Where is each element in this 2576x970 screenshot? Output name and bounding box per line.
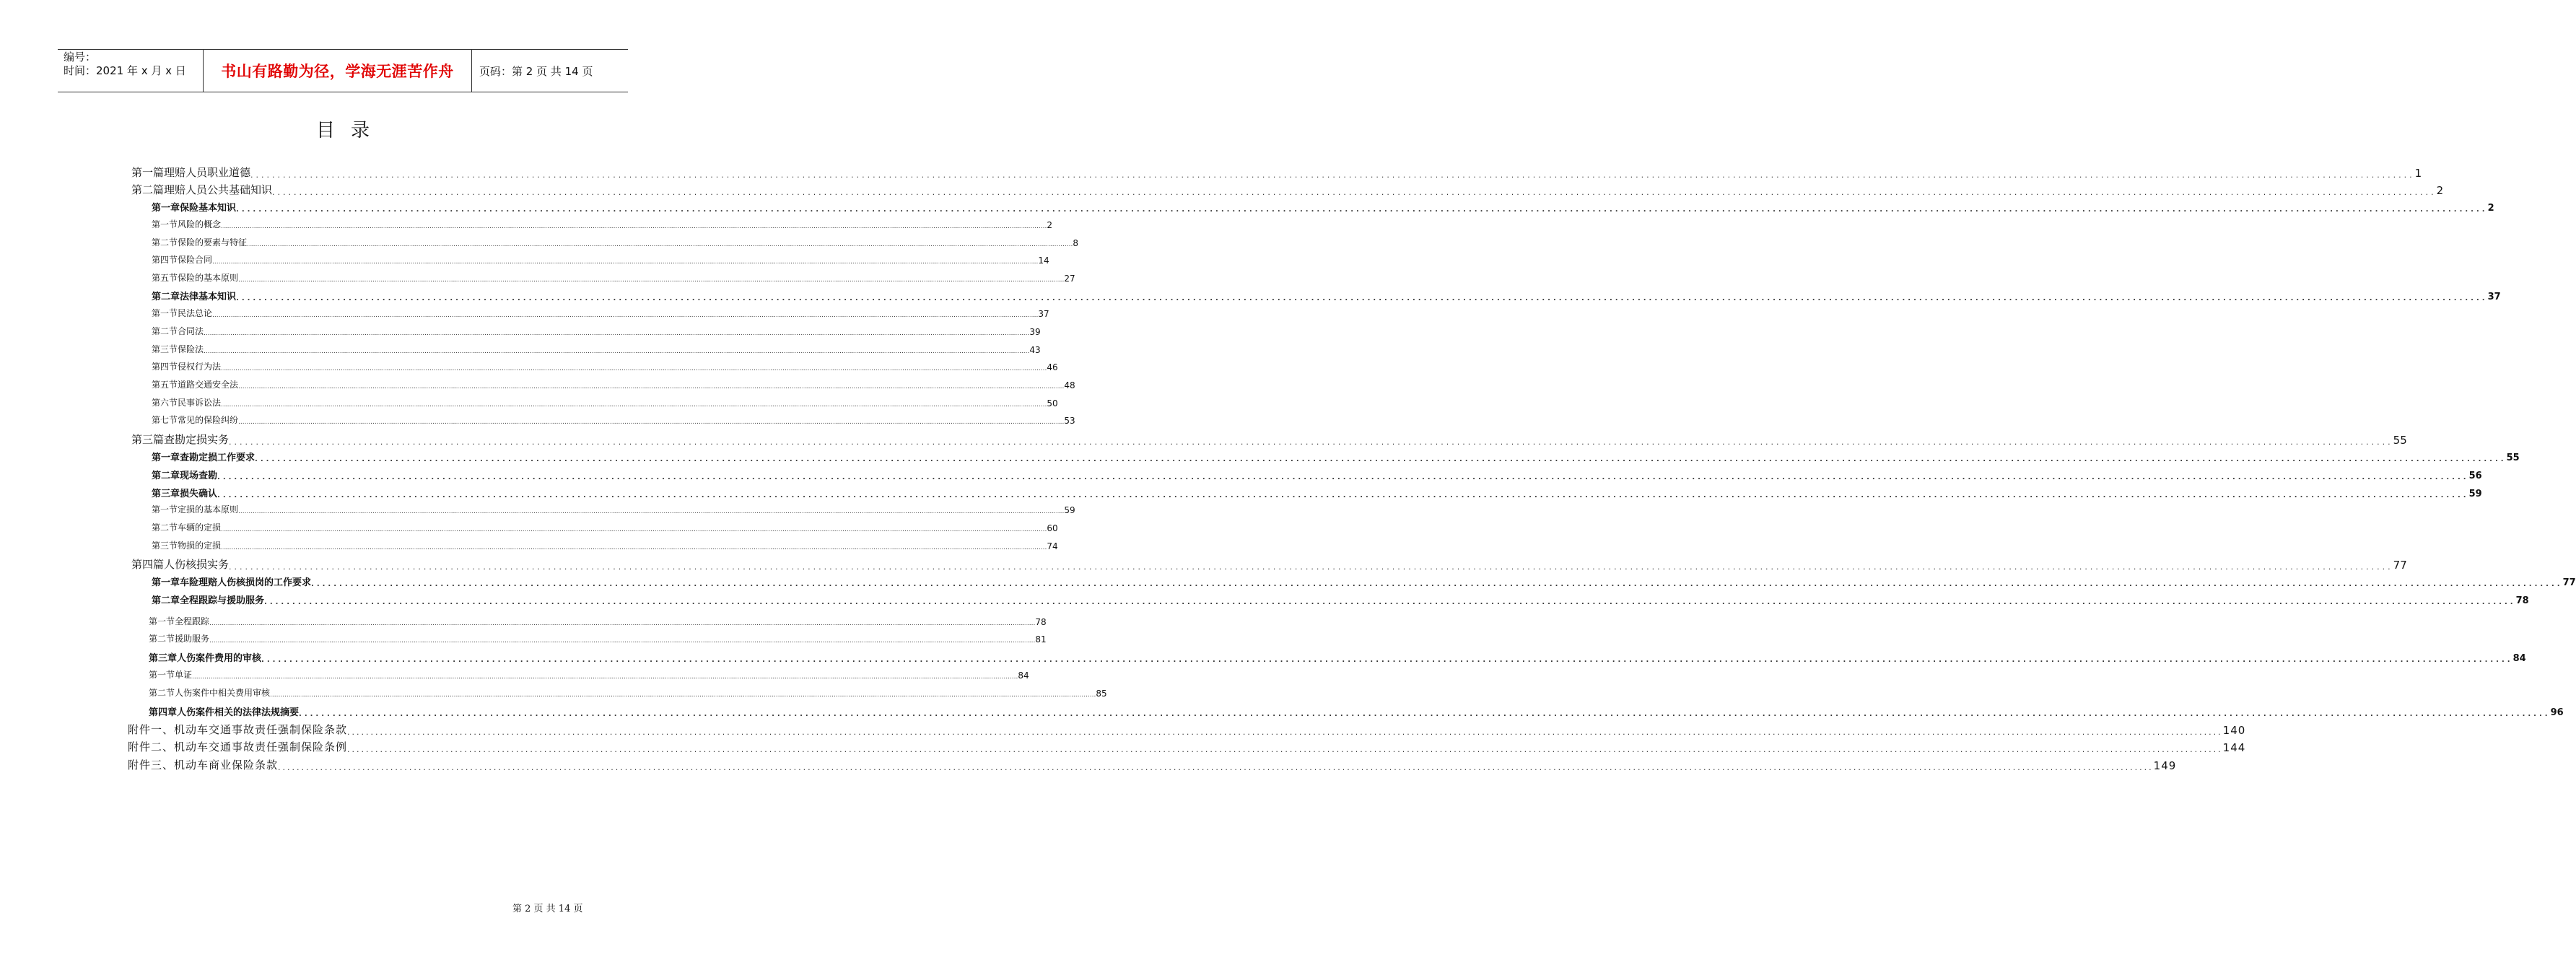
toc-leader-dots: ................................................................................................................................................................................................................................................................................................................................................................................................................ [221,223,1047,230]
toc-leader-dots: ................................................................................................................................................................................................................................................................................................................................................................................................................ [212,312,1039,319]
toc-entry [152,360,1058,372]
toc-entry-title: 人伤案件中相关费用审核 [175,688,271,698]
toc-entry-number: 第三节 [152,344,178,354]
toc-entry [152,271,1075,284]
toc-entry-title: 合同法 [178,326,204,336]
toc-entry-title: 附件二、机动车交通事故责任强制保险条例 [128,740,348,753]
toc-leader-dots: ................................................................................................................................................................................................................................................................................................................................................................................................................ [192,673,1018,681]
toc-entry-title: 全程跟踪 [175,616,210,626]
toc-entry-number: 第三节 [152,541,178,551]
toc-entry [131,432,2407,447]
toc-entry-number: 第一章 [152,577,180,588]
toc-entry-page: 43 [1029,345,1041,355]
toc-entry-page: 2 [2487,203,2494,214]
toc-entry-page: 59 [1064,505,1075,515]
toc-entry-page: 96 [2550,707,2564,718]
toc-entry [149,615,1047,627]
toc-entry [152,200,2494,214]
toc-entry-page: 78 [1035,617,1047,627]
toc-entry-number: 第一节 [152,504,178,515]
toc-entry [152,414,1075,426]
toc-leader-dots: ................................................................................................................................................................................................................................................................................................................................................................................................................ [236,206,2488,214]
toc-leader-dots: ................................................................................................................................................................................................................................................................................................................................................................................................................ [221,544,1047,551]
toc-entry-page: 2 [1047,220,1053,230]
toc-entry [152,218,1053,230]
toc-entry-title: 援助服务 [175,634,210,644]
toc-leader-dots: ................................................................................................................................................................................................................................................................................................................................................................................................................ [217,473,2469,481]
toc-entry-page: 78 [2515,595,2529,606]
toc-entry-title: 民法总论 [178,308,213,318]
toc-entry-title: 全程跟踪与援助服务 [180,595,265,606]
toc-entry-number: 第二章 [152,471,180,481]
toc-entry-page: 84 [1018,670,1029,681]
toc-leader-dots: ................................................................................................................................................................................................................................................................................................................................................................................................................ [255,455,2507,463]
toc-entry-title: 物损的定损 [178,541,222,551]
toc-entry [152,378,1075,390]
toc-entry [131,556,2407,572]
toc-entry [131,165,2422,180]
toc-entry [152,521,1058,533]
toc-leader-dots: ................................................................................................................................................................................................................................................................................................................................................................................................................ [204,348,1030,355]
time-label: 时间：2021 年 x 月 x 日 [64,64,186,77]
toc-entry-title: 查勘定损实务 [164,433,230,446]
page-footer: 第 2 页 共 14 页 [512,904,583,914]
toc-entry [152,307,1049,319]
toc-entry-page: 59 [2468,489,2482,499]
toc-entry-page: 56 [2468,471,2482,481]
toc-entry [149,704,2564,718]
toc-entry-title: 风险的概念 [178,219,222,230]
toc-entry [128,757,2177,772]
toc-entry [149,632,1047,645]
toc-entry-number: 第四篇 [131,558,165,571]
toc-entry-number: 第四节 [152,255,178,265]
toc-entry-title: 保险法 [178,344,204,354]
toc-leader-dots: ................................................................................................................................................................................................................................................................................................................................................................................................................ [209,637,1036,645]
toc-entry [152,396,1058,408]
toc-entry-number: 第五节 [152,380,178,390]
toc-entry-page: 39 [1029,327,1041,337]
toc-entry [152,450,2520,463]
toc-leader-dots: ................................................................................................................................................................................................................................................................................................................................................................................................................ [261,656,2513,664]
toc-leader-dots: ................................................................................................................................................................................................................................................................................................................................................................................................................ [221,526,1047,533]
toc-entry [152,539,1058,551]
toc-entry-title: 民事诉讼法 [178,398,222,408]
toc-entry-number: 第一节 [149,670,175,680]
toc-entry [152,503,1075,515]
header-left-cell [58,50,204,92]
code-label: 编号： [64,51,97,64]
toc-entry-number: 第六节 [152,398,178,408]
toc-entry-title: 定损的基本原则 [178,504,239,515]
toc-entry-number: 第一节 [152,219,178,230]
toc-entry-title: 人伤核损实务 [164,558,230,571]
toc-entry-page: 85 [1096,689,1107,699]
toc-entry-page: 50 [1047,398,1058,408]
toc-entry-number: 第一节 [149,616,175,626]
toc-entry-title: 附件一、机动车交通事故责任强制保险条款 [128,723,348,736]
toc-entry-title: 理赔人员公共基础知识 [164,183,273,196]
toc-entry-number: 第一章 [152,203,180,214]
toc-entry-title: 法律基本知识 [180,292,237,302]
toc-entry-title: 保险的基本原则 [178,273,239,283]
toc-leader-dots: ................................................................................................................................................................................................................................................................................................................................................................................................................ [212,258,1039,266]
toc-entry-number: 第四章 [149,707,178,718]
toc-entry-page: 8 [1073,238,1079,248]
toc-entry-page: 149 [2153,759,2177,772]
toc-leader-dots: ................................................................................................................................................................................................................................................................................................................................................................................................................ [238,419,1065,426]
toc-entry-page: 2 [2436,184,2444,197]
toc-leader-dots: ................................................................................................................................................................................................................................................................................................................................................................................................................ [270,691,1096,699]
toc-leader-dots: ................................................................................................................................................................................................................................................................................................................................................................................................................ [229,562,2393,572]
toc-leader-dots: ................................................................................................................................................................................................................................................................................................................................................................................................................ [311,580,2563,588]
toc-entry [149,650,2526,664]
toc-entry-page: 81 [1035,634,1047,645]
toc-entry [149,686,1107,699]
toc-entry [152,325,1041,337]
toc-entry-page: 140 [2222,724,2246,737]
toc-entry-title: 车辆的定损 [178,523,222,533]
toc-entry-number: 第二章 [152,292,180,302]
toc-entry-title: 单证 [175,670,193,680]
toc-leader-dots: ................................................................................................................................................................................................................................................................................................................................................................................................................ [221,401,1047,408]
toc-entry-number: 第三章 [152,489,180,499]
toc-entry-title: 人伤案件相关的法律法规摘要 [177,707,300,718]
toc-entry-title: 查勘定损工作要求 [180,453,256,463]
toc-entry-page: 55 [2506,453,2520,463]
toc-entry-title: 现场查勘 [180,471,218,481]
toc-leader-dots: ................................................................................................................................................................................................................................................................................................................................................................................................................ [250,170,2415,180]
toc-entry [152,289,2501,302]
toc-leader-dots: ................................................................................................................................................................................................................................................................................................................................................................................................................ [264,598,2516,606]
toc-leader-dots: ................................................................................................................................................................................................................................................................................................................................................................................................................ [347,745,2223,754]
toc-entry-page: 14 [1038,255,1049,266]
toc-entry [131,182,2444,197]
toc-leader-dots: ................................................................................................................................................................................................................................................................................................................................................................................................................ [238,276,1065,284]
toc-entry-number: 第一章 [152,453,180,463]
toc-entry-page: 77 [2562,577,2576,588]
toc-entry-page: 74 [1047,541,1058,551]
toc-entry-number: 第二节 [152,523,178,533]
toc-entry-title: 人伤案件费用的审核 [177,653,262,664]
toc-entry [152,468,2482,481]
toc-entry-number: 第二节 [152,326,178,336]
toc-entry-page: 144 [2222,741,2246,754]
toc-entry-number: 第七节 [152,415,178,425]
toc-leader-dots: ................................................................................................................................................................................................................................................................................................................................................................................................................ [238,508,1065,515]
toc-leader-dots: ................................................................................................................................................................................................................................................................................................................................................................................................................ [347,728,2223,737]
toc-entry [152,486,2482,499]
toc-leader-dots: ................................................................................................................................................................................................................................................................................................................................................................................................................ [221,365,1047,372]
toc-entry-number: 第三章 [149,653,178,664]
toc-entry-number: 第二节 [149,688,175,698]
toc-entry-number: 第二章 [152,595,180,606]
page-header [58,49,628,92]
toc-leader-dots: ................................................................................................................................................................................................................................................................................................................................................................................................................ [278,763,2154,772]
toc-entry-title: 车险理赔人伤核损岗的工作要求 [180,577,312,588]
toc-entry [128,739,2246,754]
toc-leader-dots: ................................................................................................................................................................................................................................................................................................................................................................................................................ [238,383,1065,390]
toc-leader-dots: ................................................................................................................................................................................................................................................................................................................................................................................................................ [272,188,2437,197]
toc-entry-title: 常见的保险纠纷 [178,415,239,425]
toc-entry-page: 46 [1047,362,1058,372]
toc-entry-title: 道路交通安全法 [178,380,239,390]
header-page-info: 页码：第 2 页 共 14 页 [479,64,593,78]
toc-leader-dots: ................................................................................................................................................................................................................................................................................................................................................................................................................ [204,330,1030,337]
toc-entry-page: 1 [2414,167,2422,180]
toc-entry-number: 第二节 [149,634,175,644]
toc-entry-number: 第五节 [152,273,178,283]
header-motto: 书山有路勤为径，学海无涯苦作舟 [204,50,472,92]
toc-entry-number: 第二节 [152,237,178,248]
toc-entry [152,343,1041,355]
toc-leader-dots: ................................................................................................................................................................................................................................................................................................................................................................................................................ [209,620,1036,627]
toc-entry-title: 保险基本知识 [180,203,237,214]
toc-entry [152,253,1049,266]
toc-entry-title: 附件三、机动车商业保险条款 [128,759,279,772]
toc-leader-dots: ................................................................................................................................................................................................................................................................................................................................................................................................................ [236,294,2488,302]
toc-entry-title: 侵权行为法 [178,362,222,372]
toc-entry-number: 第四节 [152,362,178,372]
toc-entry-page: 55 [2393,434,2407,447]
toc-entry-number: 第三篇 [131,433,165,446]
toc-entry-number: 第二篇 [131,183,165,196]
toc-entry [128,722,2246,737]
toc-leader-dots: ................................................................................................................................................................................................................................................................................................................................................................................................................ [217,491,2469,499]
toc-entry [152,236,1079,248]
toc-entry-number: 第一节 [152,308,178,318]
toc-entry-page: 37 [1038,309,1049,319]
toc-leader-dots: ................................................................................................................................................................................................................................................................................................................................................................................................................ [299,710,2551,718]
toc-entry [149,668,1029,681]
toc-entry-page: 84 [2512,653,2526,664]
toc-entry [152,593,2529,606]
toc-entry-page: 37 [2487,292,2501,302]
toc-leader-dots: ................................................................................................................................................................................................................................................................................................................................................................................................................ [229,437,2393,447]
toc-entry [152,574,2576,588]
toc-entry-page: 60 [1047,523,1058,533]
toc-entry-page: 48 [1064,380,1075,390]
toc-leader-dots: ................................................................................................................................................................................................................................................................................................................................................................................................................ [247,241,1073,248]
toc-entry-title: 损失确认 [180,489,218,499]
toc-title: 目录 [315,120,385,141]
toc-entry-title: 保险的要素与特征 [178,237,248,248]
toc-entry-page: 53 [1064,416,1075,426]
toc-entry-page: 27 [1064,274,1075,284]
toc-entry-title: 理赔人员职业道德 [164,166,251,179]
toc-entry-page: 77 [2393,559,2407,572]
toc-entry-title: 保险合同 [178,255,213,265]
toc-entry-number: 第一篇 [131,166,165,179]
